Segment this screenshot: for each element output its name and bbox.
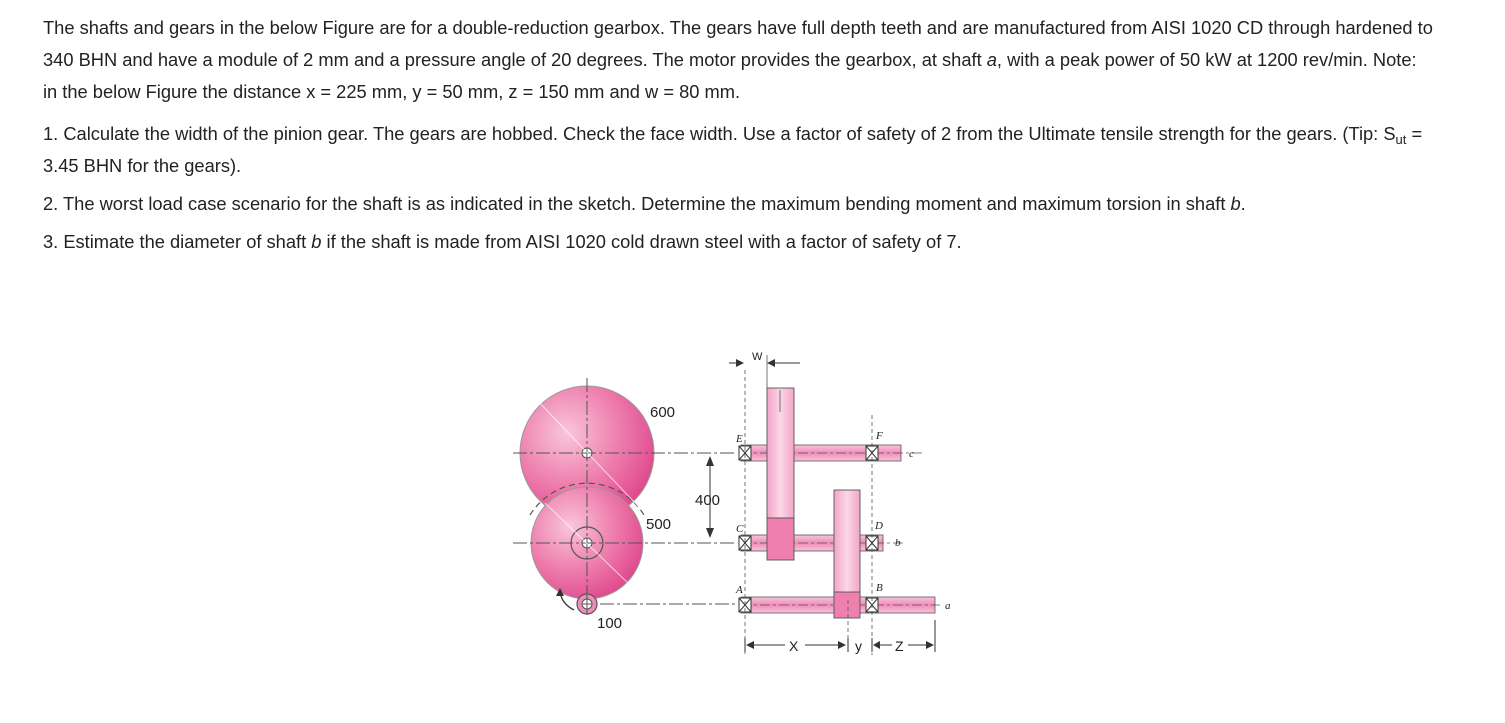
- gearbox-figure: [500, 345, 960, 665]
- intro-text-2: , with a peak power of 50 kW at 1200 rev/min. Note: in the below Figure the distance x = 225 mm, y = 50 mm, z = 150 mm and w = 80 mm.: [43, 49, 1417, 102]
- question-3: [43, 226, 1433, 258]
- medium-gear-pinion-side: [767, 518, 794, 560]
- large-gear-side: [767, 388, 794, 518]
- q2-text-1: 2. The worst load case scenario for the shaft is as indicated in the sketch. Determine the maximum bending moment and maximum torsion in shaft: [43, 193, 1231, 214]
- letter-A: A: [736, 584, 743, 596]
- shaft-letter-a: a: [945, 600, 951, 612]
- shaft-b-ref: b: [1230, 193, 1241, 214]
- intro-paragraph: [43, 12, 1433, 108]
- q3-text-2: if the shaft is made from AISI 1020 cold drawn steel with a factor of safety of 7.: [321, 231, 962, 252]
- shaft-side-view: [729, 351, 951, 655]
- problem-statement: [43, 12, 1433, 264]
- letter-D: D: [875, 520, 883, 532]
- label-500: 500: [646, 516, 672, 533]
- shaft-letter-c: c: [909, 448, 914, 460]
- dim-x: X: [789, 638, 799, 654]
- q1-text-2: = 3.45 BHN for the gears).: [43, 123, 1423, 176]
- question-1: [43, 118, 1433, 182]
- gear-end-view: [513, 378, 735, 632]
- small-pinion-side: [834, 592, 860, 618]
- shaft-b-ref-2: b: [311, 231, 322, 252]
- q2-text-2: .: [1240, 193, 1246, 214]
- q1-text-1: 1. Calculate the width of the pinion gear. The gears are hobbed. Check the face width. Use a factor of safety of 2 from the Ultimate tensile strength for the gears. (Tip: S: [43, 123, 1396, 144]
- intro-text-1: The shafts and gears in the below Figure are for a double-reduction gearbox. The gears have full depth teeth and are manufactured from AISI 1020 CD through hardened to 340 BHN and have a module of 2 mm and a pressure angle of 20 degrees. The motor provides the gearbox, at shaft: [43, 17, 1433, 70]
- shaft-a-ref: a: [986, 49, 997, 70]
- dim-z: Z: [895, 638, 904, 654]
- q3-text-1: 3. Estimate the diameter of shaft: [43, 231, 312, 252]
- label-600: 600: [650, 404, 676, 421]
- label-400: 400: [695, 492, 721, 509]
- letter-C: C: [736, 523, 744, 535]
- letter-B: B: [876, 582, 883, 594]
- dim-w: W: [752, 351, 763, 363]
- letter-E: E: [736, 433, 743, 445]
- question-2: [43, 188, 1433, 220]
- label-100: 100: [597, 615, 623, 632]
- letter-F: F: [876, 430, 883, 442]
- dim-y: y: [855, 638, 862, 654]
- q1-subscript: ut: [1395, 132, 1407, 147]
- shaft-letter-b: b: [895, 537, 901, 549]
- medium-gear-side: [834, 490, 860, 600]
